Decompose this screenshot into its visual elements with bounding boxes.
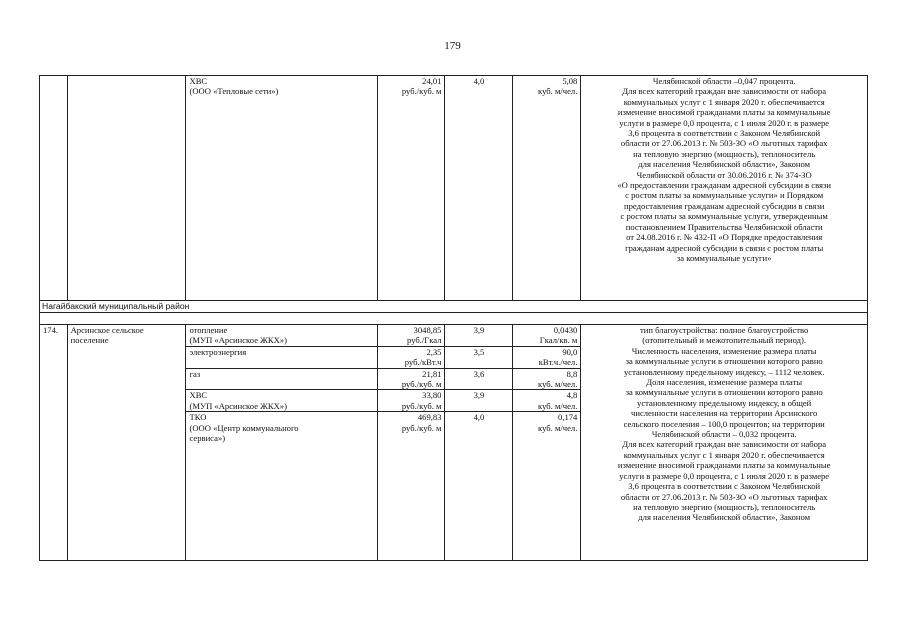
tariff-unit: руб./куб. м — [401, 400, 442, 411]
section-title: Нагайбакский муниципальный район — [40, 301, 868, 313]
index-cell: 3,6 — [445, 368, 513, 390]
service-provider: (ООО «Тепловые сети») — [189, 86, 279, 97]
service-name: отопление — [189, 325, 228, 335]
service-provider: (ООО «Центр коммунального — [189, 422, 299, 433]
note-line: (отопительный и межотопительный период). — [642, 335, 807, 346]
service-cell — [186, 346, 377, 368]
note-line: предоставления гражданам адресной субсидии в связи — [624, 200, 825, 211]
tariff-cell — [377, 412, 445, 561]
spacer-cell — [40, 313, 868, 325]
volume-value: 4,8 — [566, 390, 578, 401]
volume-value: 5,08 — [562, 76, 578, 86]
volume-cell — [513, 76, 581, 301]
note-line: 3,6 процента в соответствии с Законом Челябинской — [628, 481, 821, 492]
tariff-cell — [377, 390, 445, 412]
volume-cell — [513, 390, 581, 412]
index-cell — [445, 76, 513, 301]
note-line: 3,6 процента в соответствии с Законом Челябинской — [628, 128, 821, 139]
index-cell: 4,0 — [445, 412, 513, 561]
tariff-unit: руб./куб. м — [401, 422, 442, 433]
tariff-unit: руб./куб. м — [401, 379, 442, 390]
service-cell — [186, 412, 377, 561]
note-line: «О предоставлении гражданам адресной субсидии в связи — [617, 180, 831, 191]
tariff-value: 2,35 — [426, 346, 442, 357]
note-line: на тепловую энергию (мощность), теплоноситель — [633, 501, 816, 512]
tariff-value: 24,01 — [422, 76, 442, 86]
number-cell: 174. — [40, 325, 68, 561]
notes-cell — [581, 76, 868, 301]
note-line: изменение вносимой гражданами платы за коммунальные — [617, 460, 831, 471]
note-line: установленному предельному индексу, – 1112 человек. — [624, 366, 825, 377]
volume-value: 0,174 — [558, 412, 578, 423]
note-line: от 24.08.2016 г. № 432-П «О Порядке предоставления — [626, 232, 823, 243]
volume-unit: куб. м/чел. — [538, 379, 578, 390]
volume-value: 90,0 — [562, 346, 578, 357]
note-line: Доля населения, изменение размера платы — [646, 377, 803, 388]
service-provider: (МУП «Арсинское ЖКХ») — [189, 400, 287, 411]
index-cell: 3,9 — [445, 390, 513, 412]
note-line: Для всех категорий граждан вне зависимости от набора — [622, 439, 827, 450]
tariff-value: 3048,85 — [413, 325, 442, 335]
note-line: за коммунальные услуги в отношении которого равно — [625, 356, 823, 367]
note-line: с ростом платы за коммунальные услуги, утвержденным — [620, 211, 828, 222]
note-line: установленному предельному индексу, в общей — [637, 397, 812, 408]
tariff-cell — [377, 346, 445, 368]
service-name: газ — [189, 368, 201, 379]
index-cell: 3,5 — [445, 346, 513, 368]
volume-cell — [513, 325, 581, 347]
note-line: на тепловую энергию (мощность), теплоноситель — [633, 148, 816, 159]
service-name: ТКО — [189, 412, 207, 423]
note-line: области от 27.06.2013 г. № 503-ЗО «О льготных тарифах — [620, 491, 828, 502]
tariff-unit: руб./кВт.ч — [404, 357, 442, 368]
tariff-value: 21,81 — [422, 368, 442, 379]
note-line: услуги в размере 0,0 процента, с 1 июля 2020 г. в размере — [619, 117, 830, 128]
volume-unit: куб. м/чел. — [538, 86, 578, 97]
volume-cell — [513, 412, 581, 561]
tariff-value: 469,83 — [417, 412, 442, 423]
settlement-name: поселение — [70, 335, 109, 346]
tariff-table — [39, 75, 868, 561]
note-line: коммунальных услуг с 1 января 2020 г. обеспечивается — [623, 449, 825, 460]
volume-value: 8,8 — [566, 368, 578, 379]
notes-cell — [581, 325, 868, 561]
note-line: Челябинской области –0,047 процента. — [652, 76, 796, 86]
table-row — [40, 325, 868, 347]
service-name: электроэнергия — [189, 346, 247, 357]
service-cell — [186, 368, 377, 390]
service-name: ХВС — [189, 390, 208, 401]
volume-unit: куб. м/чел. — [538, 400, 578, 411]
volume-cell — [513, 368, 581, 390]
service-provider: сервиса») — [189, 433, 226, 444]
service-name: ХВС — [189, 76, 208, 86]
volume-cell — [513, 346, 581, 368]
note-line: области от 27.06.2013 г. № 503-ЗО «О льготных тарифах — [620, 138, 828, 149]
note-line: изменение вносимой гражданами платы за коммунальные — [617, 107, 831, 118]
tariff-cell — [377, 368, 445, 390]
service-cell — [186, 390, 377, 412]
number-cell — [40, 76, 68, 301]
note-line: коммунальных услуг с 1 января 2020 г. обеспечивается — [623, 96, 825, 107]
note-line: за коммунальные услуги в отношении которого равно — [625, 387, 823, 398]
spacer-row — [40, 313, 868, 325]
settlement-cell — [67, 325, 186, 561]
note-line: Для всех категорий граждан вне зависимости от набора — [622, 86, 827, 97]
volume-unit: Гкал/кв. м — [539, 335, 578, 346]
note-line: постановлением Правительства Челябинской области — [625, 221, 823, 232]
settlement-name: Арсинское сельское — [70, 325, 144, 335]
index-cell: 3,9 — [445, 325, 513, 347]
volume-unit: куб. м/чел. — [538, 422, 578, 433]
tariff-cell — [377, 325, 445, 347]
note-line: для населения Челябинской области», Законом — [638, 512, 811, 523]
page-number: 179 — [444, 40, 461, 52]
note-line: тип благоустройства: полное благоустройство — [640, 325, 809, 335]
section-row — [40, 301, 868, 313]
service-cell — [186, 76, 377, 301]
note-line: гражданам адресной субсидии в связи с ростом платы — [625, 242, 824, 253]
note-line: для населения Челябинской области», Законом — [638, 159, 811, 170]
tariff-cell — [377, 76, 445, 301]
tariff-unit: руб./Гкал — [407, 335, 442, 346]
note-line: Численность населения, изменение размера платы — [631, 345, 817, 356]
tariff-unit: руб./куб. м — [401, 86, 442, 97]
volume-unit: кВт.ч./чел. — [538, 357, 578, 368]
note-line: сельского поселения – 100,0 процентов; на территории — [623, 418, 825, 429]
note-line: численности населения на территории Арсинского — [631, 408, 818, 419]
note-line: Челябинской области от 30.06.2016 г. № 374-ЗО — [636, 169, 812, 180]
note-line: услуги в размере 0,0 процента, с 1 июля 2020 г. в размере — [619, 470, 830, 481]
volume-value: 0,0430 — [553, 325, 578, 335]
index-value: 4,0 — [473, 76, 485, 86]
note-line: Челябинской области – 0,032 процента. — [651, 429, 797, 440]
note-line: с ростом платы за коммунальные услуги» и Порядком — [625, 190, 824, 201]
note-line: за коммунальные услуги» — [676, 252, 772, 263]
table-row — [40, 76, 868, 301]
service-provider: (МУП «Арсинское ЖКХ») — [189, 335, 287, 346]
tariff-value: 33,80 — [422, 390, 442, 401]
settlement-cell — [67, 76, 186, 301]
service-cell — [186, 325, 377, 347]
